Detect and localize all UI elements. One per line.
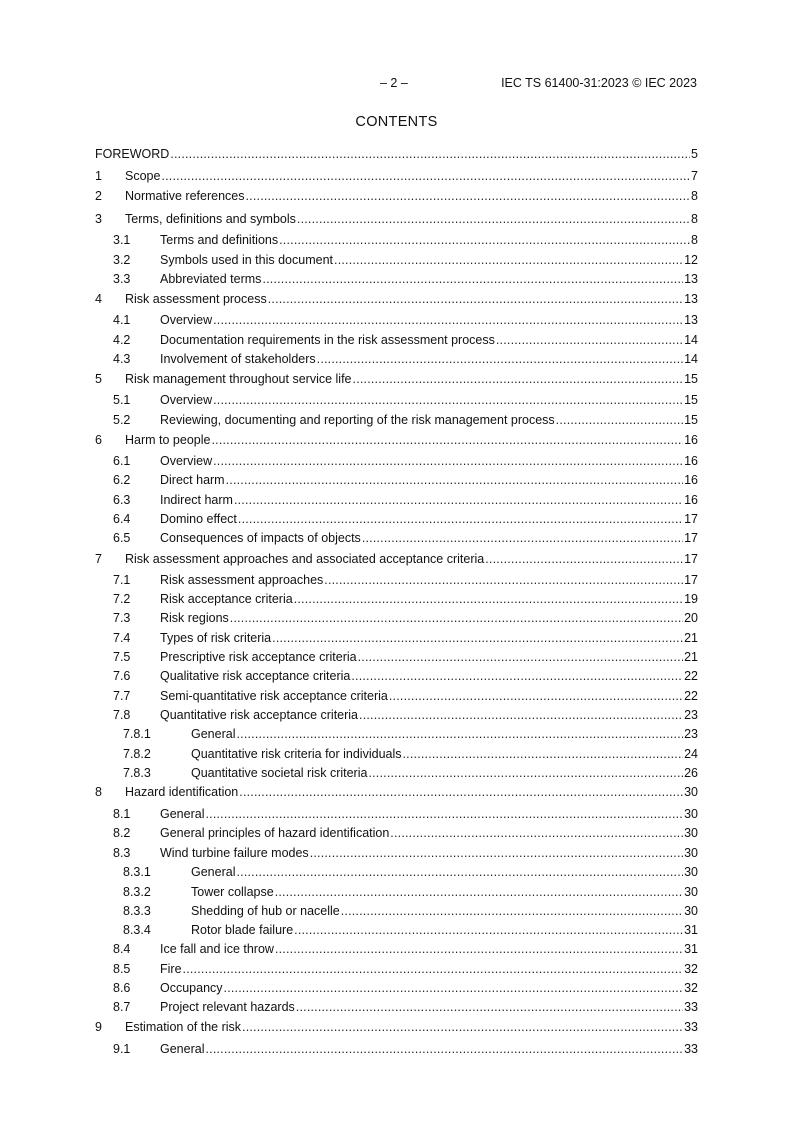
toc-entry-page: 30 xyxy=(684,826,698,840)
toc-entry[interactable] xyxy=(95,312,698,328)
toc-entry-number: 8 xyxy=(95,785,102,799)
toc-entry-number: 8.3.3 xyxy=(123,904,151,918)
toc-entry-title: Project relevant hazards xyxy=(160,1000,295,1014)
toc-dot-leader xyxy=(279,232,690,248)
toc-entry[interactable] xyxy=(95,825,698,841)
toc-dot-leader xyxy=(230,610,683,626)
toc-entry-page: 23 xyxy=(684,727,698,741)
toc-entry-title: Tower collapse xyxy=(191,885,274,899)
toc-dot-leader xyxy=(275,884,683,900)
toc-entry-title: Overview xyxy=(160,393,213,407)
toc-entry[interactable] xyxy=(95,980,698,996)
toc-entry-page: 26 xyxy=(684,766,698,780)
toc-entry-title: Overview xyxy=(160,313,213,327)
toc-entry-title: Fire xyxy=(160,962,182,976)
toc-dot-leader xyxy=(317,351,683,367)
toc-entry-number: 7.4 xyxy=(113,631,131,645)
toc-entry[interactable] xyxy=(95,252,698,268)
toc-entry-title: Overview xyxy=(160,454,213,468)
toc-entry[interactable] xyxy=(95,845,698,861)
toc-entry-page: 32 xyxy=(684,962,698,976)
toc-entry[interactable] xyxy=(95,188,698,204)
toc-dot-leader xyxy=(239,784,683,800)
toc-entry-number: 5.1 xyxy=(113,393,131,407)
toc-dot-leader xyxy=(389,688,683,704)
toc-entry-page: 16 xyxy=(684,433,698,447)
toc-entry[interactable] xyxy=(95,688,698,704)
toc-entry[interactable] xyxy=(95,511,698,527)
toc-entry-page: 30 xyxy=(684,904,698,918)
toc-entry-title: Shedding of hub or nacelle xyxy=(191,904,340,918)
toc-entry-title: Symbols used in this document xyxy=(160,253,334,267)
toc-entry-title: Quantitative societal risk criteria xyxy=(191,766,368,780)
toc-dot-leader xyxy=(183,961,684,977)
toc-dot-leader xyxy=(362,530,683,546)
toc-dot-leader xyxy=(161,168,690,184)
toc-entry-title: Risk regions xyxy=(160,611,229,625)
toc-entry-title: Risk management throughout service life xyxy=(125,372,352,386)
toc-entry-number: 6.3 xyxy=(113,493,131,507)
page-number: – 2 – xyxy=(380,76,408,90)
toc-entry-number: 3.1 xyxy=(113,233,131,247)
toc-entry-number: 8.6 xyxy=(113,981,131,995)
toc-entry-title: Rotor blade failure xyxy=(191,923,294,937)
toc-entry-number: 7.8.1 xyxy=(123,727,151,741)
toc-dot-leader xyxy=(496,332,683,348)
toc-dot-leader xyxy=(485,551,683,567)
toc-entry[interactable] xyxy=(95,1041,698,1057)
toc-entry-title: Hazard identification xyxy=(125,785,239,799)
toc-entry-page: 21 xyxy=(684,631,698,645)
toc-entry-number: 2 xyxy=(95,189,102,203)
toc-entry-page: 15 xyxy=(684,393,698,407)
toc-entry-number: 4 xyxy=(95,292,102,306)
toc-entry-title: Risk acceptance criteria xyxy=(160,592,293,606)
toc-dot-leader xyxy=(351,668,683,684)
toc-entry[interactable] xyxy=(95,453,698,469)
toc-entry[interactable] xyxy=(95,371,698,387)
toc-entry-number: 6.2 xyxy=(113,473,131,487)
toc-dot-leader xyxy=(403,746,684,762)
toc-entry-page: 16 xyxy=(684,454,698,468)
toc-entry[interactable] xyxy=(95,649,698,665)
toc-entry-page: 17 xyxy=(684,512,698,526)
toc-entry-title: Documentation requirements in the risk assessment process xyxy=(160,333,495,347)
toc-entry-title: Ice fall and ice throw xyxy=(160,942,274,956)
toc-entry-number: 7.8.2 xyxy=(123,747,151,761)
toc-entry-page: 8 xyxy=(691,212,698,226)
toc-entry-title: Quantitative risk acceptance criteria xyxy=(160,708,359,722)
toc-entry-title: Wind turbine failure modes xyxy=(160,846,309,860)
toc-entry-title: Risk assessment approaches and associated acceptance criteria xyxy=(125,552,485,566)
toc-entry-page: 33 xyxy=(684,1042,698,1056)
toc-entry-number: 4.1 xyxy=(113,313,131,327)
toc-entry-page: 7 xyxy=(691,169,698,183)
toc-entry[interactable] xyxy=(95,412,698,428)
toc-entry[interactable] xyxy=(95,271,698,287)
toc-entry-title: Indirect harm xyxy=(160,493,233,507)
toc-entry-page: 16 xyxy=(684,493,698,507)
toc-entry-title: General principles of hazard identification xyxy=(160,826,390,840)
toc-entry[interactable] xyxy=(95,746,698,762)
toc-entry-number: 7.5 xyxy=(113,650,131,664)
toc-entry[interactable] xyxy=(95,903,698,919)
toc-entry-number: 9.1 xyxy=(113,1042,131,1056)
toc-entry-page: 33 xyxy=(684,1020,698,1034)
toc-entry-number: 3.2 xyxy=(113,253,131,267)
toc-dot-leader xyxy=(390,825,683,841)
toc-entry-title: General xyxy=(191,727,236,741)
toc-entry-page: 17 xyxy=(684,573,698,587)
toc-entry-title: Types of risk criteria xyxy=(160,631,272,645)
toc-entry-page: 22 xyxy=(684,669,698,683)
toc-entry-title: Scope xyxy=(125,169,161,183)
toc-dot-leader xyxy=(359,707,683,723)
toc-dot-leader xyxy=(234,492,683,508)
toc-entry-number: 6.4 xyxy=(113,512,131,526)
toc-entry-page: 13 xyxy=(684,313,698,327)
toc-entry-number: 3.3 xyxy=(113,272,131,286)
toc-entry-page: 20 xyxy=(684,611,698,625)
toc-entry-number: 8.3.4 xyxy=(123,923,151,937)
toc-entry-number: 8.3 xyxy=(113,846,131,860)
toc-entry-page: 30 xyxy=(684,807,698,821)
toc-dot-leader xyxy=(236,726,683,742)
toc-entry[interactable] xyxy=(95,726,698,742)
toc-entry-page: 14 xyxy=(684,333,698,347)
toc-dot-leader xyxy=(238,511,683,527)
toc-entry-number: 8.3.2 xyxy=(123,885,151,899)
toc-entry-page: 30 xyxy=(684,865,698,879)
toc-entry-page: 33 xyxy=(684,1000,698,1014)
toc-entry-number: 8.2 xyxy=(113,826,131,840)
toc-entry[interactable] xyxy=(95,291,698,307)
toc-entry-title: Normative references xyxy=(125,189,245,203)
toc-entry[interactable] xyxy=(95,492,698,508)
toc-entry[interactable] xyxy=(95,784,698,800)
toc-entry-title: General xyxy=(160,807,205,821)
toc-entry-number: 7.1 xyxy=(113,573,131,587)
toc-entry-title: General xyxy=(191,865,236,879)
toc-entry[interactable] xyxy=(95,668,698,684)
toc-entry[interactable] xyxy=(95,864,698,880)
toc-entry-title: Consequences of impacts of objects xyxy=(160,531,361,545)
toc-entry-number: 8.3.1 xyxy=(123,865,151,879)
toc-dot-leader xyxy=(211,432,683,448)
toc-dot-leader xyxy=(226,472,684,488)
toc-entry-page: 24 xyxy=(684,747,698,761)
toc-entry-title: Abbreviated terms xyxy=(160,272,262,286)
toc-entry-title: Terms and definitions xyxy=(160,233,279,247)
toc-entry-title: Involvement of stakeholders xyxy=(160,352,316,366)
toc-entry-page: 16 xyxy=(684,473,698,487)
toc-entry-page: 30 xyxy=(684,885,698,899)
toc-entry-title: Quantitative risk criteria for individuals xyxy=(191,747,402,761)
toc-entry-number: 9 xyxy=(95,1020,102,1034)
toc-entry[interactable] xyxy=(95,999,698,1015)
toc-dot-leader xyxy=(236,864,683,880)
toc-entry[interactable] xyxy=(95,392,698,408)
toc-entry-number: 1 xyxy=(95,169,102,183)
toc-dot-leader xyxy=(297,211,690,227)
table-of-contents xyxy=(95,0,698,1122)
toc-dot-leader xyxy=(205,806,683,822)
toc-dot-leader xyxy=(242,1019,683,1035)
toc-entry-number: 5.2 xyxy=(113,413,131,427)
toc-dot-leader xyxy=(272,630,683,646)
toc-dot-leader xyxy=(334,252,683,268)
toc-entry-page: 8 xyxy=(691,233,698,247)
toc-entry-page: 31 xyxy=(684,942,698,956)
toc-entry-number: 7.6 xyxy=(113,669,131,683)
toc-entry[interactable] xyxy=(95,551,698,567)
toc-entry-title: Occupancy xyxy=(160,981,223,995)
toc-entry[interactable] xyxy=(95,961,698,977)
toc-dot-leader xyxy=(268,291,683,307)
toc-dot-leader xyxy=(213,312,683,328)
toc-entry[interactable] xyxy=(95,211,698,227)
toc-entry-page: 22 xyxy=(684,689,698,703)
toc-entry[interactable] xyxy=(95,146,698,162)
toc-entry-title: Risk assessment approaches xyxy=(160,573,324,587)
toc-entry-page: 19 xyxy=(684,592,698,606)
toc-entry-title: General xyxy=(160,1042,205,1056)
toc-dot-leader xyxy=(170,146,690,162)
toc-dot-leader xyxy=(324,572,683,588)
toc-entry-title: Harm to people xyxy=(125,433,211,447)
toc-entry-page: 21 xyxy=(684,650,698,664)
toc-entry[interactable] xyxy=(95,1019,698,1035)
toc-entry-number: 3 xyxy=(95,212,102,226)
toc-entry[interactable] xyxy=(95,765,698,781)
toc-entry[interactable] xyxy=(95,630,698,646)
toc-dot-leader xyxy=(368,765,683,781)
toc-entry-title: Direct harm xyxy=(160,473,225,487)
toc-dot-leader xyxy=(205,1041,683,1057)
toc-entry-title: Qualitative risk acceptance criteria xyxy=(160,669,351,683)
toc-entry[interactable] xyxy=(95,332,698,348)
toc-entry[interactable] xyxy=(95,591,698,607)
toc-entry-title: Reviewing, documenting and reporting of the risk management process xyxy=(160,413,555,427)
toc-entry[interactable] xyxy=(95,472,698,488)
toc-dot-leader xyxy=(275,941,683,957)
toc-entry[interactable] xyxy=(95,884,698,900)
toc-dot-leader xyxy=(294,591,683,607)
toc-entry[interactable] xyxy=(95,610,698,626)
toc-entry-title: Estimation of the risk xyxy=(125,1020,242,1034)
toc-dot-leader xyxy=(246,188,691,204)
toc-dot-leader xyxy=(262,271,683,287)
toc-entry-page: 30 xyxy=(684,785,698,799)
document-id: IEC TS 61400-31:2023 © IEC 2023 xyxy=(501,76,697,90)
toc-entry-number: 7.2 xyxy=(113,592,131,606)
toc-entry-number: 4.2 xyxy=(113,333,131,347)
toc-entry-number: 8.4 xyxy=(113,942,131,956)
toc-entry-page: 23 xyxy=(684,708,698,722)
toc-entry[interactable] xyxy=(95,351,698,367)
toc-dot-leader xyxy=(213,453,683,469)
contents-title: CONTENTS xyxy=(355,114,438,130)
toc-dot-leader xyxy=(310,845,683,861)
toc-entry-number: 6 xyxy=(95,433,102,447)
toc-entry-page: 13 xyxy=(684,272,698,286)
toc-entry-page: 15 xyxy=(684,413,698,427)
toc-entry-number: 7.8 xyxy=(113,708,131,722)
toc-entry[interactable] xyxy=(95,707,698,723)
toc-entry-page: 8 xyxy=(691,189,698,203)
toc-entry[interactable] xyxy=(95,922,698,938)
toc-dot-leader xyxy=(358,649,683,665)
toc-entry-number: 8.5 xyxy=(113,962,131,976)
toc-entry-number: 7.7 xyxy=(113,689,131,703)
toc-entry-page: 31 xyxy=(684,923,698,937)
toc-dot-leader xyxy=(213,392,683,408)
toc-entry-number: 6.1 xyxy=(113,454,131,468)
toc-entry-page: 15 xyxy=(684,372,698,386)
toc-entry-title: Domino effect xyxy=(160,512,237,526)
toc-entry-number: 6.5 xyxy=(113,531,131,545)
toc-entry-page: 12 xyxy=(684,253,698,267)
toc-dot-leader xyxy=(353,371,684,387)
toc-entry[interactable] xyxy=(95,168,698,184)
toc-entry-number: 7.8.3 xyxy=(123,766,151,780)
toc-dot-leader xyxy=(556,412,683,428)
toc-entry-title: Risk assessment process xyxy=(125,292,267,306)
toc-entry[interactable] xyxy=(95,806,698,822)
toc-entry[interactable] xyxy=(95,232,698,248)
toc-entry-title: FOREWORD xyxy=(95,147,170,161)
toc-entry-number: 7.3 xyxy=(113,611,131,625)
toc-entry-page: 30 xyxy=(684,846,698,860)
toc-entry-page: 17 xyxy=(684,552,698,566)
toc-entry-number: 8.7 xyxy=(113,1000,131,1014)
toc-entry[interactable] xyxy=(95,432,698,448)
toc-entry[interactable] xyxy=(95,941,698,957)
toc-entry-page: 13 xyxy=(684,292,698,306)
toc-entry-title: Prescriptive risk acceptance criteria xyxy=(160,650,357,664)
toc-entry[interactable] xyxy=(95,530,698,546)
toc-dot-leader xyxy=(224,980,684,996)
toc-entry-title: Semi-quantitative risk acceptance criteria xyxy=(160,689,388,703)
toc-entry-page: 32 xyxy=(684,981,698,995)
toc-entry-number: 7 xyxy=(95,552,102,566)
toc-entry-number: 8.1 xyxy=(113,807,131,821)
toc-dot-leader xyxy=(296,999,683,1015)
toc-dot-leader xyxy=(341,903,683,919)
toc-entry-title: Terms, definitions and symbols xyxy=(125,212,296,226)
toc-entry-number: 5 xyxy=(95,372,102,386)
toc-entry-page: 5 xyxy=(691,147,698,161)
toc-entry-number: 4.3 xyxy=(113,352,131,366)
toc-dot-leader xyxy=(294,922,683,938)
toc-entry-page: 17 xyxy=(684,531,698,545)
toc-entry[interactable] xyxy=(95,572,698,588)
toc-entry-page: 14 xyxy=(684,352,698,366)
